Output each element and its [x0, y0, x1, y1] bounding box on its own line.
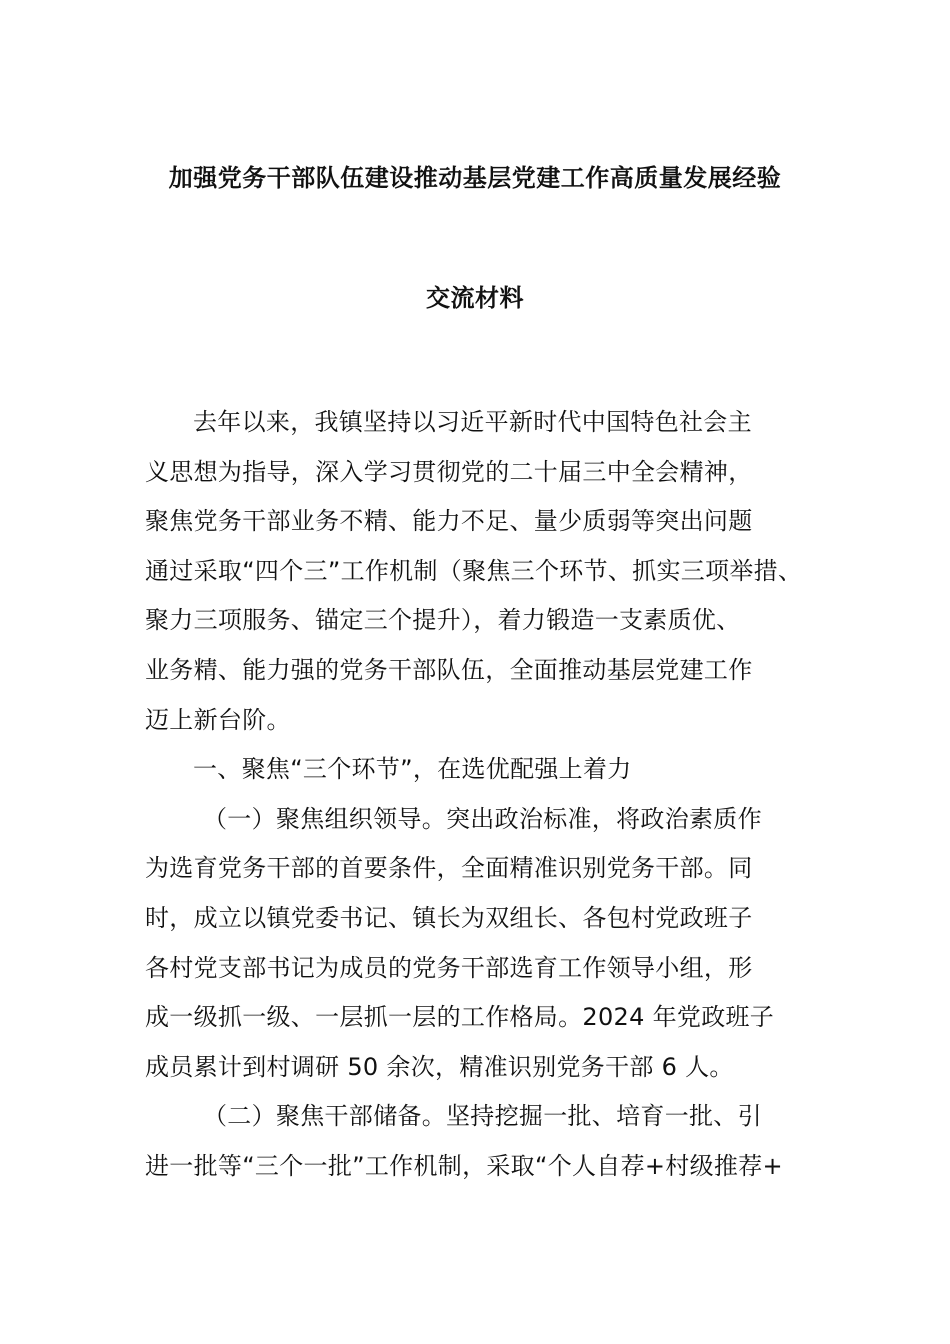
paragraph-line: 去年以来，我镇坚持以习近平新时代中国特色社会主: [193, 408, 752, 436]
paragraph-line: 时，成立以镇党委书记、镇长为双组长、各包村党政班子: [145, 903, 753, 932]
paragraph-line: 通过采取“四个三”工作机制（聚焦三个环节、抓实三项举措、: [145, 556, 803, 585]
section-heading: 一、聚焦“三个环节”，在选优配强上着力: [193, 755, 632, 784]
paragraph-line: 成一级抓一级、一层抓一层的工作格局。2024 年党政班子: [145, 1003, 775, 1032]
paragraph-line: 聚力三项服务、锚定三个提升），着力锻造一支素质优、: [145, 606, 741, 635]
paragraph-line: 聚焦党务干部业务不精、能力不足、量少质弱等突出问题: [145, 507, 753, 536]
paragraph-line: 义思想为指导，深入学习贯彻党的二十届三中全会精神，: [145, 457, 753, 486]
document-title-line-2: 交流材料: [426, 284, 524, 312]
paragraph-line: （二）聚焦干部储备。坚持挖掘一批、培育一批、引: [203, 1102, 762, 1131]
paragraph-line: （一）聚焦组织领导。突出政治标准，将政治素质作: [203, 804, 762, 833]
paragraph-line: 业务精、能力强的党务干部队伍，全面推动基层党建工作: [145, 655, 753, 684]
paragraph-line: 进一批等“三个一批”工作机制，采取“个人自荐+村级推荐+: [145, 1151, 783, 1180]
paragraph-line: 为选育党务干部的首要条件，全面精准识别党务干部。同: [145, 854, 753, 883]
paragraph-line: 各村党支部书记为成员的党务干部选育工作领导小组，形: [145, 953, 753, 982]
paragraph-line: 成员累计到村调研 50 余次，精准识别党务干部 6 人。: [145, 1052, 734, 1081]
document-body: [145, 398, 825, 1192]
document-title-line-1: 加强党务干部队伍建设推动基层党建工作高质量发展经验: [168, 164, 782, 192]
paragraph-line: 迈上新台阶。: [145, 705, 291, 734]
